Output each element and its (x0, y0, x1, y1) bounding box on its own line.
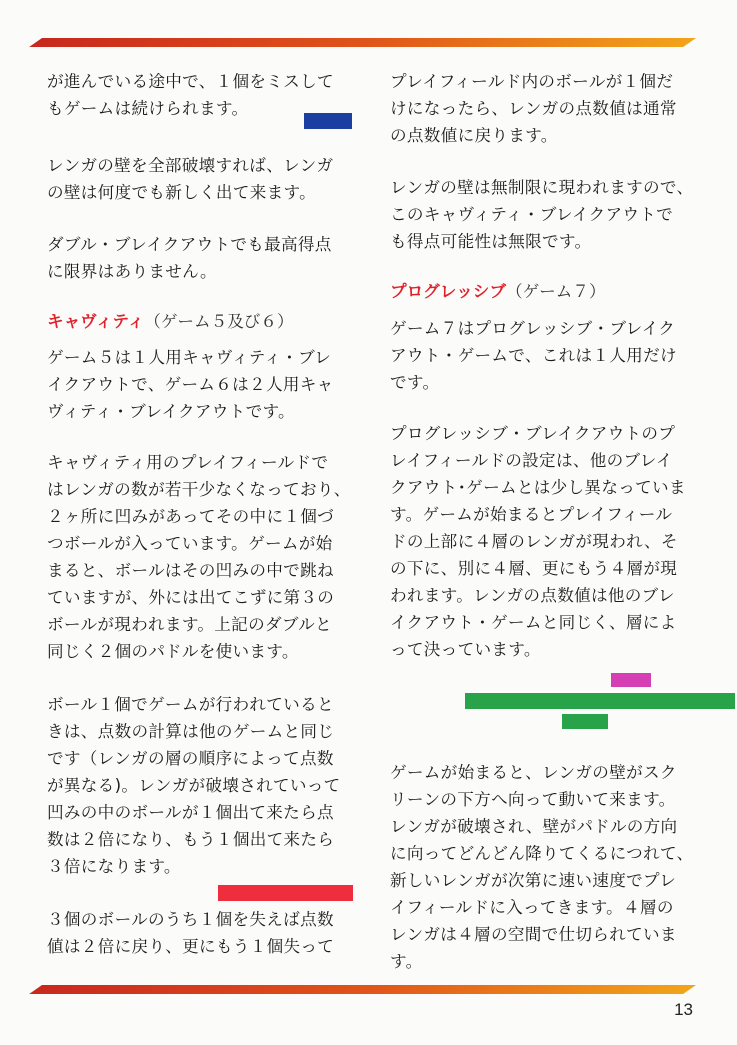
pink-brick-decoration (611, 673, 651, 687)
right-paragraph-3: ゲーム７はプログレッシブ・ブレイク アウト・ゲームで、これは１人用だけ です。 (390, 319, 677, 392)
left-paragraph-5: キャヴィティ用のプレイフィールドで はレンガの数が若干少なくなっており、 ２ヶ所に凹みがあってその中に１個づ つボールが入っています。ゲームが始 まると、ボールはその凹みの中で跳ね ていますが、外には出てこずに第３の ボールが現われます。上記のダブルと 同じく２個のパドルを使います。 (47, 453, 351, 661)
red-bar-decoration (218, 885, 353, 901)
left-paragraph-2: レンガの壁を全部破壊すれば、レンガ の壁は何度でも新しく出て来ます。 (47, 156, 334, 202)
top-decorative-rule (29, 38, 696, 47)
cavity-heading-subtitle: （ゲーム５及び６） (144, 312, 294, 331)
left-paragraph-1: が進んでいる途中で、１個をミスして もゲームは続けられます。 (47, 72, 334, 118)
blue-bar-decoration (304, 113, 352, 129)
left-paragraph-7: ３個のボールのうち１個を失えば点数 値は２倍に戻り、更にもう１個失って (47, 910, 335, 956)
cavity-heading-title: キャヴィティ (47, 312, 145, 331)
green-wall-decoration (465, 693, 735, 709)
right-column (390, 68, 700, 1001)
right-paragraph-2: レンガの壁は無制限に現われますので、 このキャヴィティ・ブレイクアウトで も得点可能性は無限です。 (390, 178, 694, 251)
left-paragraph-4: ゲーム５は１人用キャヴィティ・ブレ イクアウトで、ゲーム６は２人用キャ ヴィティ・ブレイクアウトです。 (47, 348, 334, 421)
bottom-decorative-rule (29, 985, 696, 994)
left-paragraph-3: ダブル・ブレイクアウトでも最高得点 に限界はありません。 (47, 235, 332, 281)
right-paragraph-1: プレイフィールド内のボールが１個だ けになったら、レンガの点数値は通常 の点数値に戻ります。 (390, 72, 677, 145)
right-paragraph-5: ゲームが始まると、レンガの壁がスク リーンの下方へ向って動いて来ます。 レンガが破壊され、壁がパドルの方向 に向ってどんどん降りてくるにつれて、 新しいレンガが次第に速い速度でプレ イフィールドに入ってきます。４層の レンガは４層の空間で仕切られていま す。 (390, 763, 694, 971)
cavity-heading (47, 308, 359, 335)
progressive-heading-title: プログレッシブ (390, 282, 506, 301)
page-number: 13 (674, 1000, 693, 1019)
progressive-heading (390, 278, 700, 305)
green-paddle-decoration (562, 714, 608, 729)
right-paragraph-4: プログレッシブ・ブレイクアウトのプ レイフィールドの設定は、他のブレイ クアウト･ゲームとは少し異なっていま す。ゲームが始まるとプレイフィール ドの上部に４層のレンガが現われ、そ の下に、別に４層、更にもう４層が現 われます。レンガの点数値は他のブレ イクアウト・ゲームと同じく、層によ って決っています。 (390, 424, 686, 659)
progressive-heading-subtitle: （ゲーム７） (506, 282, 606, 301)
left-column (47, 68, 359, 986)
left-paragraph-6: ボール１個でゲームが行われていると きは、点数の計算は他のゲームと同じ です（レンガの層の順序によって点数 が異なる)。レンガが破壊されていって 凹みの中のボールが１個出て来たら点 数は２倍になり、もう１個出て来たら ３倍になります。 (47, 695, 341, 876)
